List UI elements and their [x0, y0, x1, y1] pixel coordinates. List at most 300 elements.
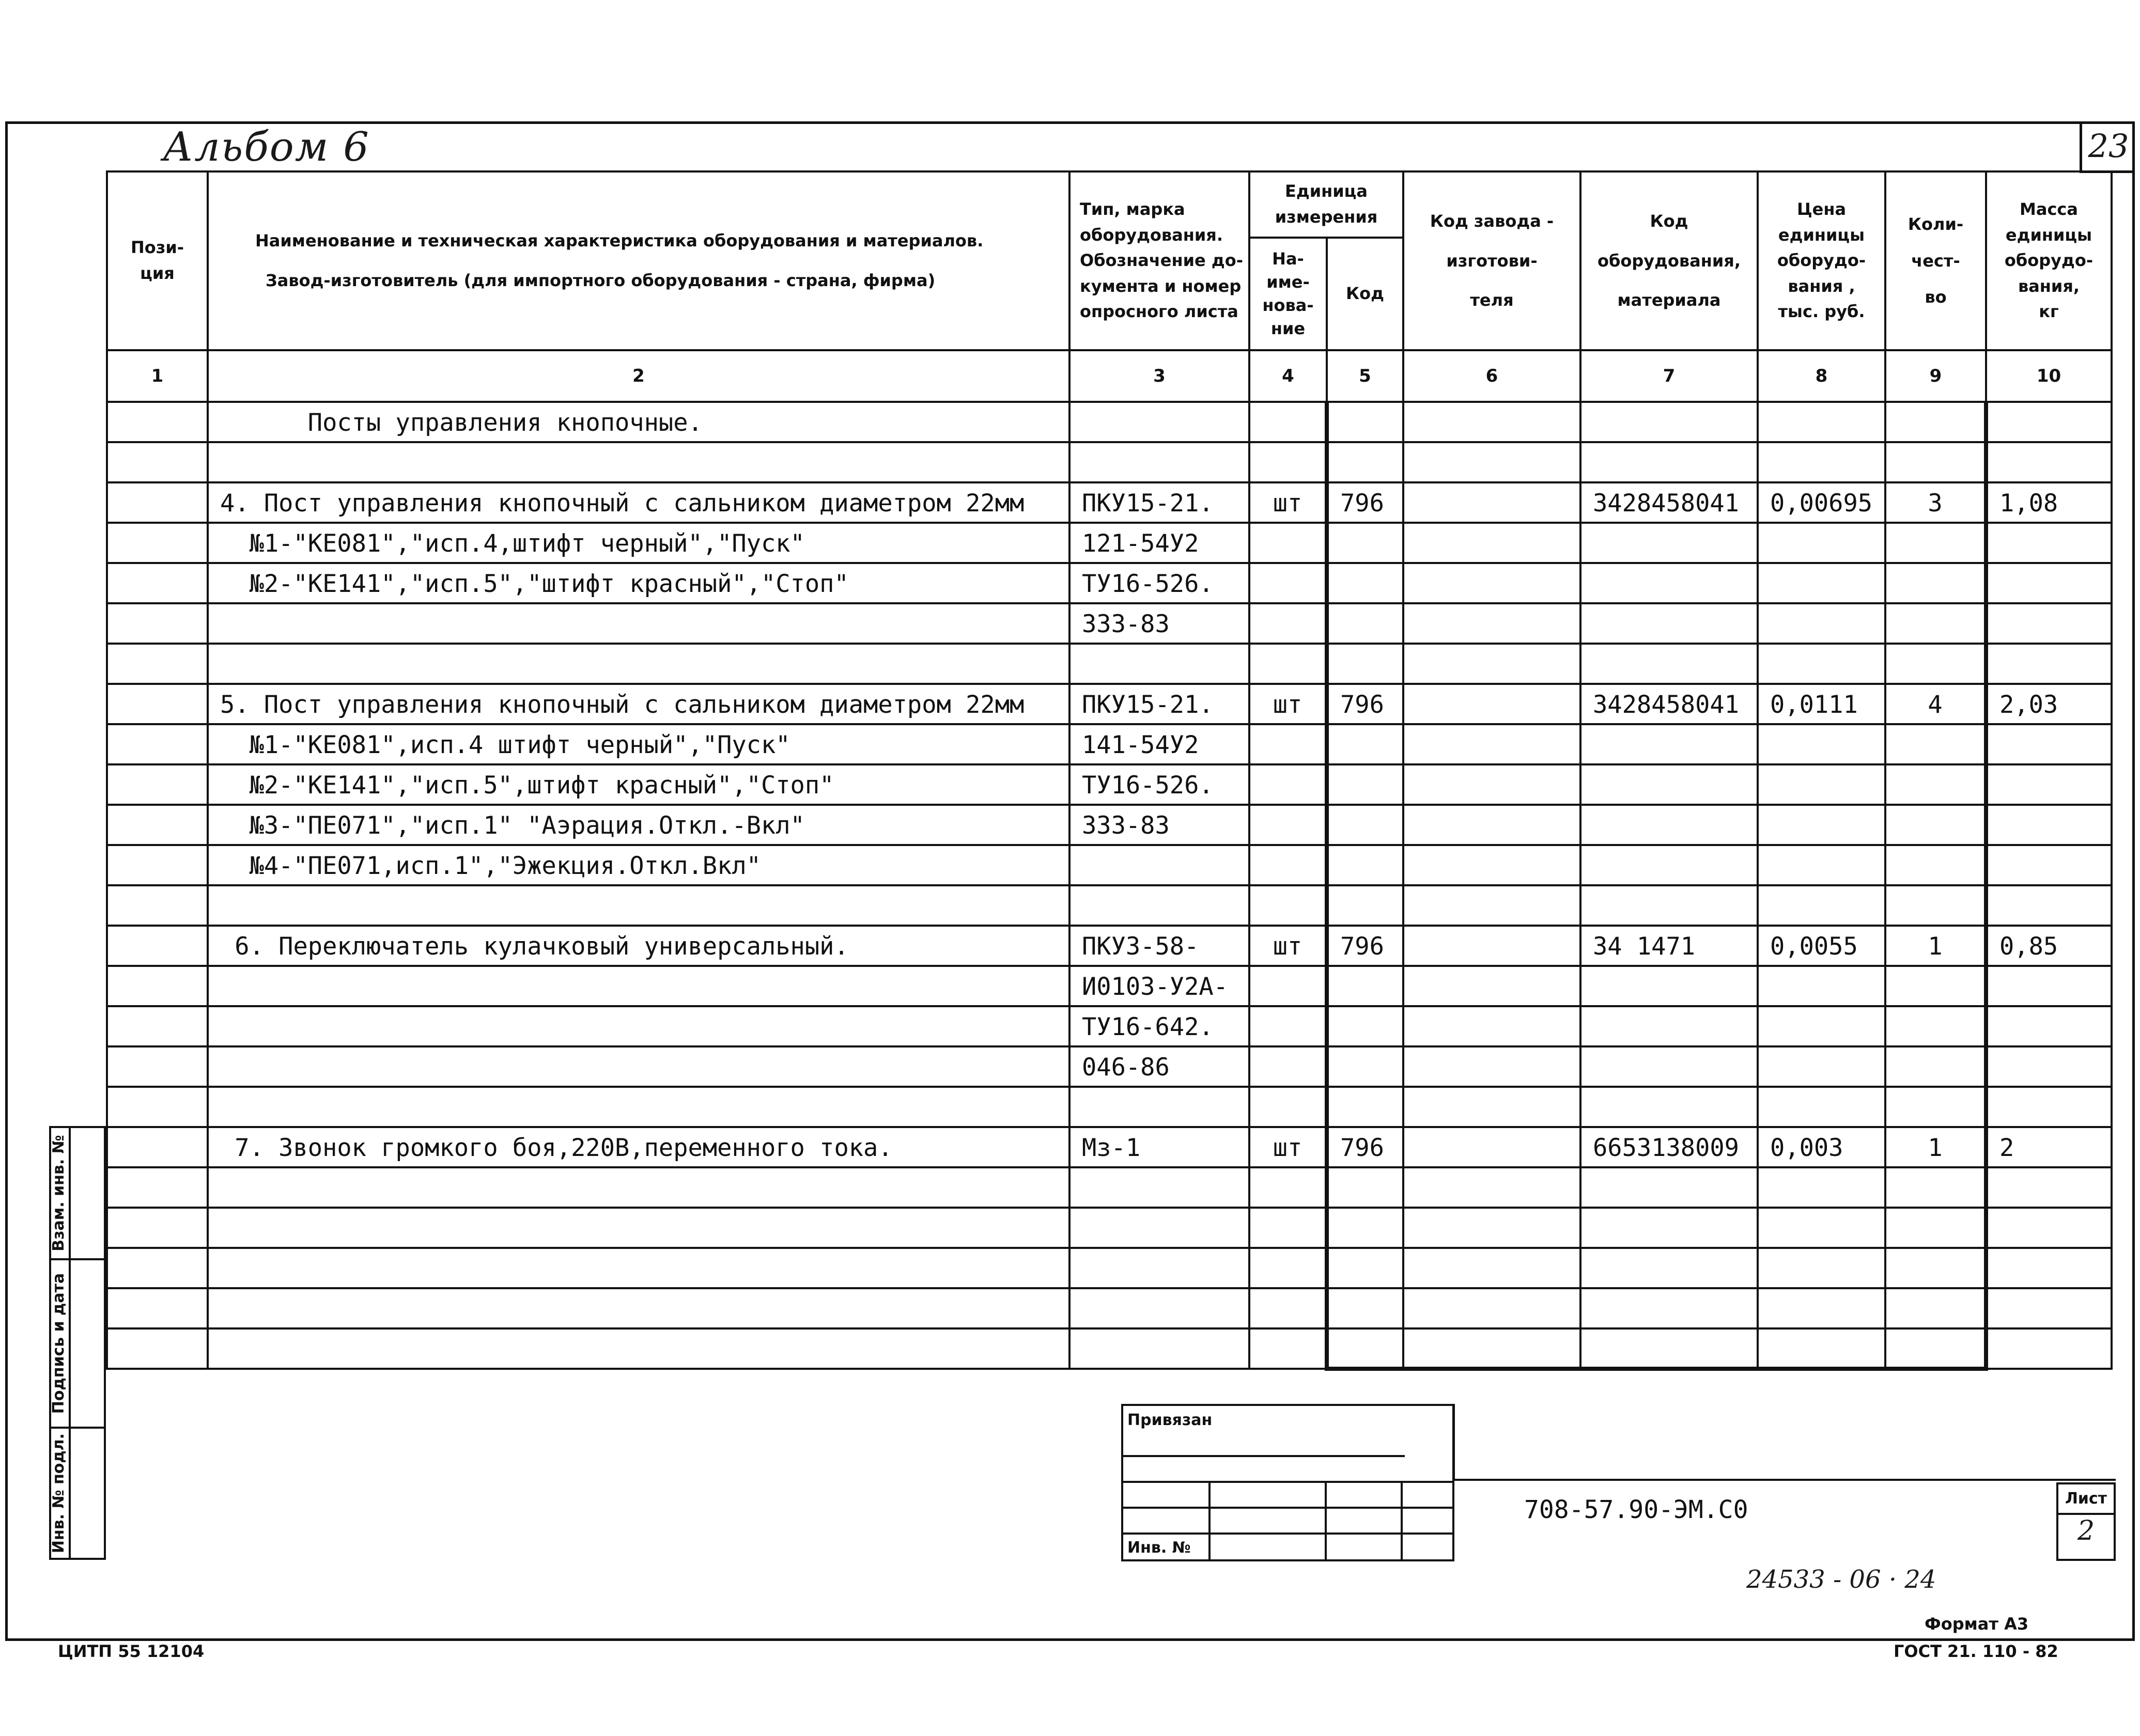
name-cell — [208, 1167, 1069, 1208]
price-cell — [1758, 885, 1885, 926]
sheet-box — [2056, 1482, 2116, 1561]
equipment-code-cell — [1580, 523, 1758, 563]
mass-cell — [1986, 966, 2112, 1006]
unit-name-cell — [1249, 1208, 1327, 1248]
unit-code-cell — [1327, 764, 1403, 805]
name-cell: №3-"ПЕ071","исп.1" "Аэрация.Откл.-Вкл" — [208, 805, 1069, 845]
table-row — [107, 482, 2112, 523]
name-cell — [208, 966, 1069, 1006]
factory-code-cell — [1403, 724, 1580, 764]
equipment-code-cell: 34 1471 — [1580, 926, 1758, 966]
price-cell: 0,003 — [1758, 1127, 1885, 1167]
type-cell: Мз-1 — [1069, 1127, 1249, 1167]
type-cell — [1069, 1087, 1249, 1127]
factory-code-cell — [1403, 1167, 1580, 1208]
equipment-code-cell: 6653138009 — [1580, 1127, 1758, 1167]
unit-name-cell — [1249, 1087, 1327, 1127]
unit-code-cell: 796 — [1327, 684, 1403, 724]
type-cell: 121-54У2 — [1069, 523, 1249, 563]
factory-code-cell — [1403, 764, 1580, 805]
unit-name-cell — [1249, 1328, 1327, 1369]
unit-code-cell — [1327, 1288, 1403, 1328]
unit-code-cell — [1327, 1248, 1403, 1288]
unit-code-cell — [1327, 563, 1403, 603]
price-cell — [1758, 603, 1885, 644]
factory-code-cell — [1403, 442, 1580, 482]
unit-code-cell — [1327, 1046, 1403, 1087]
col-number: 5 — [1327, 350, 1403, 402]
position-cell — [107, 885, 208, 926]
header-factory-code: Код завода - изготови- теля — [1403, 171, 1580, 350]
unit-name-cell — [1249, 603, 1327, 644]
unit-code-cell — [1327, 1328, 1403, 1369]
col-number: 9 — [1885, 350, 1986, 402]
quantity-cell — [1885, 885, 1986, 926]
type-cell: 333-83 — [1069, 805, 1249, 845]
price-cell — [1758, 523, 1885, 563]
mass-cell — [1986, 1046, 2112, 1087]
name-cell: №2-"КЕ141","исп.5",штифт красный","Стоп" — [208, 764, 1069, 805]
factory-code-cell — [1403, 402, 1580, 442]
factory-code-cell — [1403, 603, 1580, 644]
side-label-replace-inv: Взам. инв. № — [50, 1135, 68, 1252]
unit-code-cell: 796 — [1327, 1127, 1403, 1167]
position-cell — [107, 1167, 208, 1208]
position-cell — [107, 442, 208, 482]
type-cell — [1069, 1328, 1249, 1369]
unit-code-cell — [1327, 885, 1403, 926]
quantity-cell: 4 — [1885, 684, 1986, 724]
type-cell: 333-83 — [1069, 603, 1249, 644]
name-cell: №4-"ПЕ071,исп.1","Эжекция.Откл.Вкл" — [208, 845, 1069, 885]
equipment-code-cell: 3428458041 — [1580, 684, 1758, 724]
unit-name-cell — [1249, 644, 1327, 684]
mass-cell — [1986, 442, 2112, 482]
unit-code-cell — [1327, 603, 1403, 644]
header-equipment-code: Код оборудования, материала — [1580, 171, 1758, 350]
mass-cell — [1986, 724, 2112, 764]
table-row — [107, 644, 2112, 684]
type-cell — [1069, 885, 1249, 926]
mass-cell — [1986, 1167, 2112, 1208]
gost-label: ГОСТ 21. 110 - 82 — [1894, 1641, 2058, 1661]
attachment-stamp — [1121, 1404, 1454, 1561]
unit-code-cell — [1327, 1167, 1403, 1208]
price-cell — [1758, 805, 1885, 845]
unit-code-cell — [1327, 805, 1403, 845]
unit-name-cell: шт — [1249, 1127, 1327, 1167]
position-cell — [107, 1127, 208, 1167]
unit-code-cell — [1327, 402, 1403, 442]
factory-code-cell — [1403, 885, 1580, 926]
quantity-cell — [1885, 644, 1986, 684]
name-cell: 6. Переключатель кулачковый универсальный. — [208, 926, 1069, 966]
equipment-code-cell — [1580, 845, 1758, 885]
unit-code-cell — [1327, 845, 1403, 885]
col-number: 2 — [208, 350, 1069, 402]
unit-code-cell — [1327, 442, 1403, 482]
unit-name-cell — [1249, 1046, 1327, 1087]
factory-code-cell — [1403, 482, 1580, 523]
side-label-inv-original: Инв. № подл. — [50, 1433, 68, 1554]
name-cell — [208, 1288, 1069, 1328]
equipment-code-cell — [1580, 402, 1758, 442]
table-row — [107, 1328, 2112, 1369]
price-cell — [1758, 402, 1885, 442]
unit-code-cell — [1327, 1208, 1403, 1248]
position-cell — [107, 805, 208, 845]
attached-label: Привязан — [1127, 1411, 1213, 1429]
price-cell — [1758, 1208, 1885, 1248]
position-cell — [107, 1046, 208, 1087]
format-label: Формат А3 — [1925, 1614, 2029, 1634]
price-cell — [1758, 442, 1885, 482]
type-cell — [1069, 442, 1249, 482]
header-type: Тип, марка оборудования. Обозначение до- кумента и номер опросного листа — [1069, 171, 1249, 350]
unit-name-cell — [1249, 805, 1327, 845]
sheet-number-top: 23 — [2080, 121, 2135, 173]
col-number: 4 — [1249, 350, 1327, 402]
table-row — [107, 1248, 2112, 1288]
mass-cell — [1986, 764, 2112, 805]
equipment-code-cell — [1580, 966, 1758, 1006]
name-cell: Посты управления кнопочные. — [208, 402, 1069, 442]
price-cell — [1758, 1087, 1885, 1127]
equipment-code-cell — [1580, 1208, 1758, 1248]
equipment-code-cell — [1580, 1046, 1758, 1087]
price-cell — [1758, 724, 1885, 764]
equipment-code-cell — [1580, 1248, 1758, 1288]
quantity-cell — [1885, 1288, 1986, 1328]
mass-cell — [1986, 845, 2112, 885]
mass-cell — [1986, 523, 2112, 563]
quantity-cell — [1885, 845, 1986, 885]
mass-cell — [1986, 644, 2112, 684]
name-cell — [208, 1328, 1069, 1369]
name-cell: 4. Пост управления кнопочный с сальником диаметром 22мм — [208, 482, 1069, 523]
quantity-cell — [1885, 1328, 1986, 1369]
mass-cell — [1986, 603, 2112, 644]
position-cell — [107, 523, 208, 563]
unit-name-cell — [1249, 563, 1327, 603]
type-cell: ПКУ15-21. — [1069, 684, 1249, 724]
factory-code-cell — [1403, 1248, 1580, 1288]
factory-code-cell — [1403, 1208, 1580, 1248]
factory-code-cell — [1403, 805, 1580, 845]
position-cell — [107, 684, 208, 724]
factory-code-cell — [1403, 563, 1580, 603]
type-cell — [1069, 1288, 1249, 1328]
unit-name-cell — [1249, 523, 1327, 563]
price-cell — [1758, 563, 1885, 603]
unit-code-cell — [1327, 1006, 1403, 1046]
handwritten-number: 24533 - 06 · 24 — [1746, 1565, 1936, 1594]
header-unit-code: Код — [1327, 238, 1403, 350]
equipment-code-cell — [1580, 1328, 1758, 1369]
type-cell — [1069, 1167, 1249, 1208]
header-unit: Единица измерения — [1249, 171, 1403, 238]
name-cell — [208, 1087, 1069, 1127]
equipment-code-cell — [1580, 1087, 1758, 1127]
sheet-label: Лист — [2058, 1484, 2114, 1515]
unit-name-cell — [1249, 845, 1327, 885]
type-cell: 141-54У2 — [1069, 724, 1249, 764]
mass-cell — [1986, 805, 2112, 845]
equipment-code-cell — [1580, 442, 1758, 482]
price-cell: 0,0111 — [1758, 684, 1885, 724]
quantity-cell: 3 — [1885, 482, 1986, 523]
type-cell: ПКУ3-58- — [1069, 926, 1249, 966]
factory-code-cell — [1403, 684, 1580, 724]
quantity-cell: 1 — [1885, 926, 1986, 966]
quantity-cell — [1885, 1167, 1986, 1208]
col-number: 10 — [1986, 350, 2112, 402]
quantity-cell — [1885, 966, 1986, 1006]
unit-name-cell: шт — [1249, 684, 1327, 724]
quantity-cell — [1885, 1248, 1986, 1288]
position-cell — [107, 1248, 208, 1288]
quantity-cell — [1885, 1046, 1986, 1087]
equipment-code-cell — [1580, 1006, 1758, 1046]
unit-code-cell — [1327, 644, 1403, 684]
table-body — [107, 402, 2112, 1369]
position-cell — [107, 563, 208, 603]
mass-cell — [1986, 1248, 2112, 1288]
factory-code-cell — [1403, 1328, 1580, 1369]
table-row — [107, 402, 2112, 442]
price-cell — [1758, 1006, 1885, 1046]
table-row — [107, 1046, 2112, 1087]
table-row — [107, 1087, 2112, 1127]
type-cell — [1069, 1248, 1249, 1288]
table-row — [107, 563, 2112, 603]
quantity-cell — [1885, 764, 1986, 805]
name-cell — [208, 442, 1069, 482]
position-cell — [107, 1328, 208, 1369]
price-cell — [1758, 1046, 1885, 1087]
quantity-cell — [1885, 523, 1986, 563]
name-cell: №1-"КЕ081",исп.4 штифт черный","Пуск" — [208, 724, 1069, 764]
unit-code-cell: 796 — [1327, 926, 1403, 966]
name-cell — [208, 1006, 1069, 1046]
type-cell: 046-86 — [1069, 1046, 1249, 1087]
price-cell — [1758, 644, 1885, 684]
position-cell — [107, 1288, 208, 1328]
position-cell — [107, 926, 208, 966]
name-cell — [208, 1248, 1069, 1288]
unit-name-cell — [1249, 1248, 1327, 1288]
type-cell: ТУ16-526. — [1069, 764, 1249, 805]
citp-label: ЦИТП 55 12104 — [58, 1641, 205, 1661]
header-position: Пози- ция — [107, 171, 208, 350]
specification-table — [106, 170, 2116, 1561]
price-cell — [1758, 1328, 1885, 1369]
table-row — [107, 885, 2112, 926]
quantity-cell — [1885, 805, 1986, 845]
unit-code-cell — [1327, 724, 1403, 764]
header-name: Наименование и техническая характеристика оборудования и материалов. Завод-изготовитель (для импортного оборудования - страна, фирма) — [208, 171, 1069, 350]
unit-name-cell: шт — [1249, 926, 1327, 966]
table-row — [107, 1208, 2112, 1248]
unit-name-cell: шт — [1249, 482, 1327, 523]
unit-name-cell — [1249, 1288, 1327, 1328]
album-label: Альбом 6 — [163, 124, 370, 170]
position-cell — [107, 644, 208, 684]
position-cell — [107, 724, 208, 764]
quantity-cell — [1885, 1006, 1986, 1046]
quantity-cell — [1885, 1087, 1986, 1127]
name-cell: 7. Звонок громкого боя,220В,переменного тока. — [208, 1127, 1069, 1167]
name-cell — [208, 644, 1069, 684]
equipment-code-cell — [1580, 724, 1758, 764]
type-cell: ТУ16-642. — [1069, 1006, 1249, 1046]
price-cell — [1758, 845, 1885, 885]
table-row — [107, 684, 2112, 724]
price-cell — [1758, 1288, 1885, 1328]
mass-cell: 0,85 — [1986, 926, 2112, 966]
equipment-code-cell — [1580, 764, 1758, 805]
quantity-cell — [1885, 563, 1986, 603]
unit-name-cell — [1249, 1167, 1327, 1208]
equipment-code-cell — [1580, 563, 1758, 603]
table-row — [107, 845, 2112, 885]
name-cell: №1-"КЕ081","исп.4,штифт черный","Пуск" — [208, 523, 1069, 563]
col-number: 6 — [1403, 350, 1580, 402]
position-cell — [107, 1006, 208, 1046]
equipment-code-cell: 3428458041 — [1580, 482, 1758, 523]
table-row — [107, 966, 2112, 1006]
table-row — [107, 1127, 2112, 1167]
unit-name-cell — [1249, 966, 1327, 1006]
header-mass: Масса единицы оборудо- вания, кг — [1986, 171, 2112, 350]
factory-code-cell — [1403, 1087, 1580, 1127]
equipment-code-cell — [1580, 1167, 1758, 1208]
header-price: Цена единицы оборудо- вания , тыс. руб. — [1758, 171, 1885, 350]
unit-code-cell — [1327, 966, 1403, 1006]
unit-name-cell — [1249, 442, 1327, 482]
table-row — [107, 1167, 2112, 1208]
mass-cell: 2,03 — [1986, 684, 2112, 724]
price-cell — [1758, 1167, 1885, 1208]
equipment-code-cell — [1580, 805, 1758, 845]
type-cell: И0103-У2А- — [1069, 966, 1249, 1006]
table-row — [107, 442, 2112, 482]
factory-code-cell — [1403, 1006, 1580, 1046]
table-row — [107, 603, 2112, 644]
table-row — [107, 523, 2112, 563]
quantity-cell — [1885, 724, 1986, 764]
mass-cell — [1986, 1208, 2112, 1248]
equipment-code-cell — [1580, 885, 1758, 926]
unit-code-cell — [1327, 523, 1403, 563]
position-cell — [107, 603, 208, 644]
quantity-cell: 1 — [1885, 1127, 1986, 1167]
price-cell: 0,00695 — [1758, 482, 1885, 523]
table-row — [107, 764, 2112, 805]
position-cell — [107, 1208, 208, 1248]
type-cell — [1069, 644, 1249, 684]
header-unit-name: На- име- нова- ние — [1249, 238, 1327, 350]
name-cell — [208, 885, 1069, 926]
factory-code-cell — [1403, 1127, 1580, 1167]
table-row — [107, 1006, 2112, 1046]
mass-cell — [1986, 1087, 2112, 1127]
mass-cell — [1986, 1006, 2112, 1046]
unit-code-cell — [1327, 1087, 1403, 1127]
unit-name-cell — [1249, 402, 1327, 442]
equipment-code-cell — [1580, 1288, 1758, 1328]
table-row — [107, 1288, 2112, 1328]
price-cell — [1758, 1248, 1885, 1288]
quantity-cell — [1885, 402, 1986, 442]
name-cell — [208, 1208, 1069, 1248]
inv-label: Инв. № — [1127, 1539, 1191, 1557]
name-cell: 5. Пост управления кнопочный с сальником диаметром 22мм — [208, 684, 1069, 724]
col-number: 1 — [107, 350, 208, 402]
mass-cell: 2 — [1986, 1127, 2112, 1167]
col-number: 3 — [1069, 350, 1249, 402]
factory-code-cell — [1403, 966, 1580, 1006]
name-cell — [208, 1046, 1069, 1087]
quantity-cell — [1885, 603, 1986, 644]
sheet-number: 2 — [2077, 1515, 2095, 1546]
type-cell — [1069, 845, 1249, 885]
unit-code-cell: 796 — [1327, 482, 1403, 523]
position-cell — [107, 845, 208, 885]
factory-code-cell — [1403, 644, 1580, 684]
mass-cell — [1986, 1328, 2112, 1369]
factory-code-cell — [1403, 1288, 1580, 1328]
mass-cell — [1986, 1288, 2112, 1328]
type-cell: ПКУ15-21. — [1069, 482, 1249, 523]
header-quantity: Коли- чест- во — [1885, 171, 1986, 350]
factory-code-cell — [1403, 523, 1580, 563]
col-number: 7 — [1580, 350, 1758, 402]
mass-cell — [1986, 885, 2112, 926]
name-cell — [208, 603, 1069, 644]
table-row — [107, 805, 2112, 845]
type-cell — [1069, 1208, 1249, 1248]
factory-code-cell — [1403, 1046, 1580, 1087]
mass-cell — [1986, 402, 2112, 442]
unit-name-cell — [1249, 764, 1327, 805]
unit-name-cell — [1249, 724, 1327, 764]
quantity-cell — [1885, 442, 1986, 482]
unit-name-cell — [1249, 885, 1327, 926]
price-cell — [1758, 764, 1885, 805]
position-cell — [107, 966, 208, 1006]
mass-cell: 1,08 — [1986, 482, 2112, 523]
position-cell — [107, 402, 208, 442]
document-code: 708-57.90-ЭМ.С0 — [1524, 1495, 1748, 1524]
equipment-code-cell — [1580, 603, 1758, 644]
factory-code-cell — [1403, 926, 1580, 966]
price-cell — [1758, 966, 1885, 1006]
type-cell: ТУ16-526. — [1069, 563, 1249, 603]
type-cell — [1069, 402, 1249, 442]
side-stamp — [49, 1126, 106, 1560]
col-number: 8 — [1758, 350, 1885, 402]
factory-code-cell — [1403, 845, 1580, 885]
name-cell: №2-"КЕ141","исп.5","штифт красный","Стоп" — [208, 563, 1069, 603]
side-label-signature-date: Подпись и дата — [50, 1273, 68, 1414]
position-cell — [107, 1087, 208, 1127]
position-cell — [107, 764, 208, 805]
table-row — [107, 926, 2112, 966]
mass-cell — [1986, 563, 2112, 603]
price-cell: 0,0055 — [1758, 926, 1885, 966]
unit-name-cell — [1249, 1006, 1327, 1046]
